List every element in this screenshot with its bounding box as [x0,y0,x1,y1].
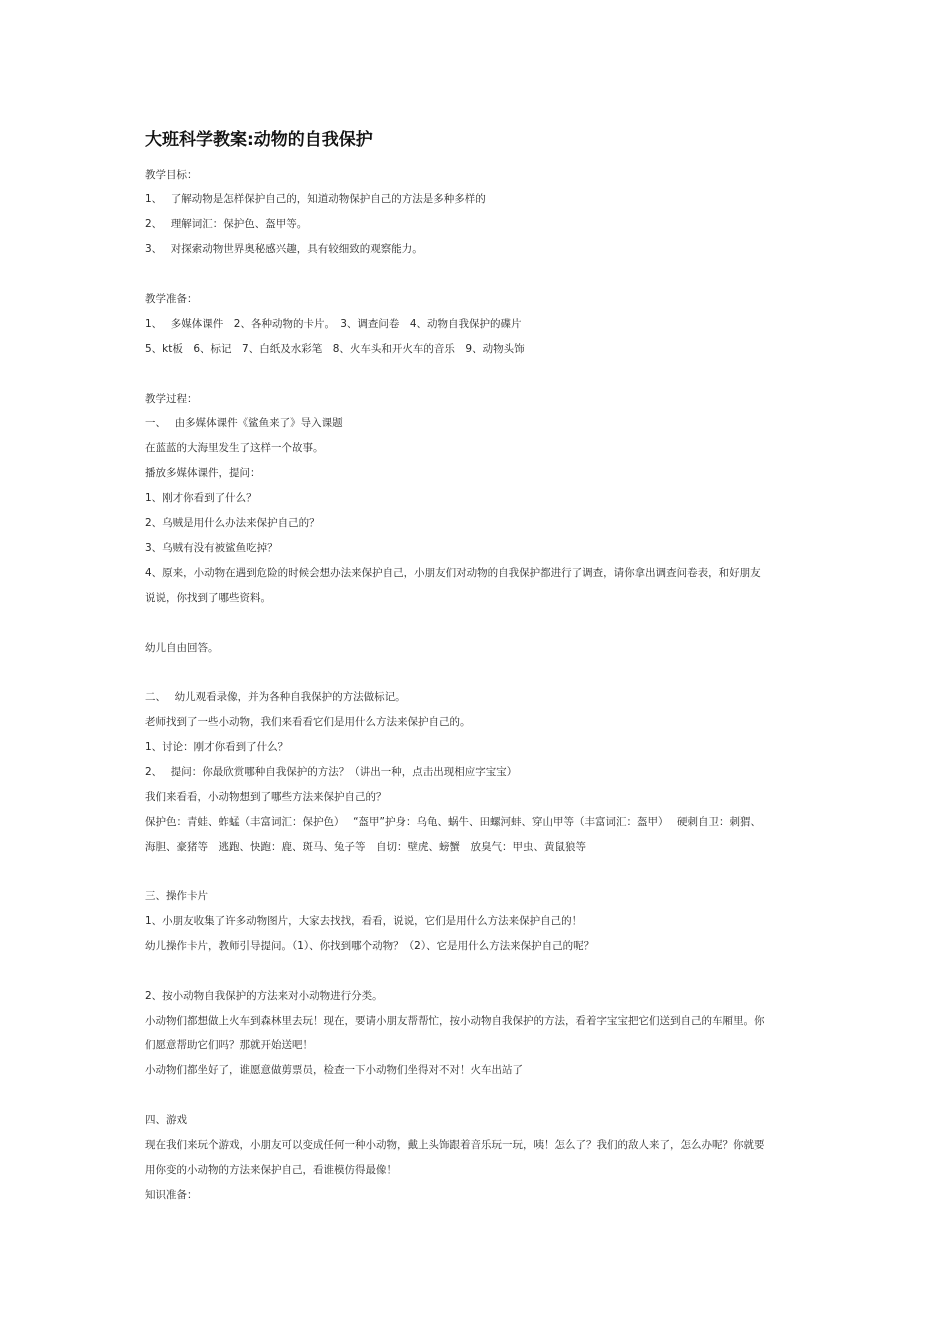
paragraph-line: 说说，你找到了哪些资料。 [145,592,271,604]
paragraph-line: 现在我们来玩个游戏，小朋友可以变成任何一种小动物，戴上头饰跟着音乐玩一玩，咦！怎么了？我们的敌人来了，怎么办呢？你就要 [145,1139,765,1151]
paragraph-line: 幼儿自由回答。 [145,642,219,654]
preparation-line-1: 1、 多媒体课件 2、各种动物的卡片。 3、调查问卷 4、动物自我保护的碟片 [145,318,522,330]
objective-item-1: 1、 了解动物是怎样保护自己的，知道动物保护自己的方法是多种多样的 [145,193,486,205]
paragraph-line: 海胆、豪猪等 逃跑、快跑：鹿、斑马、兔子等 自切：壁虎、螃蟹 放臭气：甲虫、黄鼠狼等 [145,841,586,853]
process-step-2-heading: 二、 幼儿观看录像，并为各种自我保护的方法做标记。 [145,691,406,703]
paragraph-line: 们愿意帮助它们吗？那就开始送吧！ [145,1039,313,1051]
section-heading-objectives: 教学目标： [145,169,198,181]
paragraph-line: 老师找到了一些小动物，我们来看看它们是用什么方法来保护自己的。 [145,716,471,728]
objective-item-2: 2、 理解词汇：保护色、盔甲等。 [145,218,308,230]
paragraph-line: 1、小朋友收集了许多动物图片，大家去找找，看看，说说，它们是用什么方法来保护自己的！ [145,915,583,927]
process-step-4-heading: 四、游戏 [145,1114,187,1126]
section-heading-process: 教学过程： [145,393,198,405]
question-item: 1、刚才你看到了什么？ [145,492,257,504]
question-item: 4、原来，小动物在遇到危险的时候会想办法来保护自己，小朋友们对动物的自我保护都进行了调查，请你拿出调查问卷表，和好朋友 [145,567,761,579]
paragraph-line: 播放多媒体课件，提问： [145,467,261,479]
paragraph-line: 知识准备： [145,1189,198,1201]
paragraph-line: 在蓝蓝的大海里发生了这样一个故事。 [145,442,324,454]
document-title: 大班科学教案:动物的自我保护 [145,130,373,150]
paragraph-line: 小动物们都坐好了，谁愿意做剪票员，检查一下小动物们坐得对不对！火车出站了 [145,1064,523,1076]
paragraph-line: 幼儿操作卡片，教师引导提问。（1）、你找到哪个动物？（2）、它是用什么方法来保护自己的呢？ [145,940,595,952]
preparation-line-2: 5、kt板 6、标记 7、白纸及水彩笔 8、火车头和开火车的音乐 9、动物头饰 [145,343,525,355]
paragraph-line: 小动物们都想做上火车到森林里去玩！现在，要请小朋友帮帮忙，按小动物自我保护的方法，看着字宝宝把它们送到自己的车厢里。你 [145,1015,765,1027]
process-step-3-heading: 三、操作卡片 [145,890,208,902]
paragraph-line: 我们来看看，小动物想到了哪些方法来保护自己的？ [145,791,387,803]
section-heading-preparation: 教学准备： [145,293,198,305]
objective-item-3: 3、 对探索动物世界奥秘感兴趣，具有较细致的观察能力。 [145,243,423,255]
process-step-1-heading: 一、 由多媒体课件《鲨鱼来了》导入课题 [145,417,343,429]
question-item: 2、乌贼是用什么办法来保护自己的？ [145,517,320,529]
question-item: 3、乌贼有没有被鲨鱼吃掉？ [145,542,278,554]
question-item: 2、 提问：你最欣赏哪种自我保护的方法？（讲出一种，点击出现相应字宝宝） [145,766,518,778]
paragraph-line: 保护色：青蛙、蚱蜢（丰富词汇：保护色） “盔甲”护身：乌龟、蜗牛、田螺河蚌、穿山甲等（丰富词汇：盔甲） 硬刺自卫：刺猬、 [145,816,762,828]
question-item: 1、讨论：刚才你看到了什么？ [145,741,289,753]
paragraph-line: 用你变的小动物的方法来保护自己，看谁模仿得最像！ [145,1164,397,1176]
paragraph-line: 2、按小动物自我保护的方法来对小动物进行分类。 [145,990,383,1002]
